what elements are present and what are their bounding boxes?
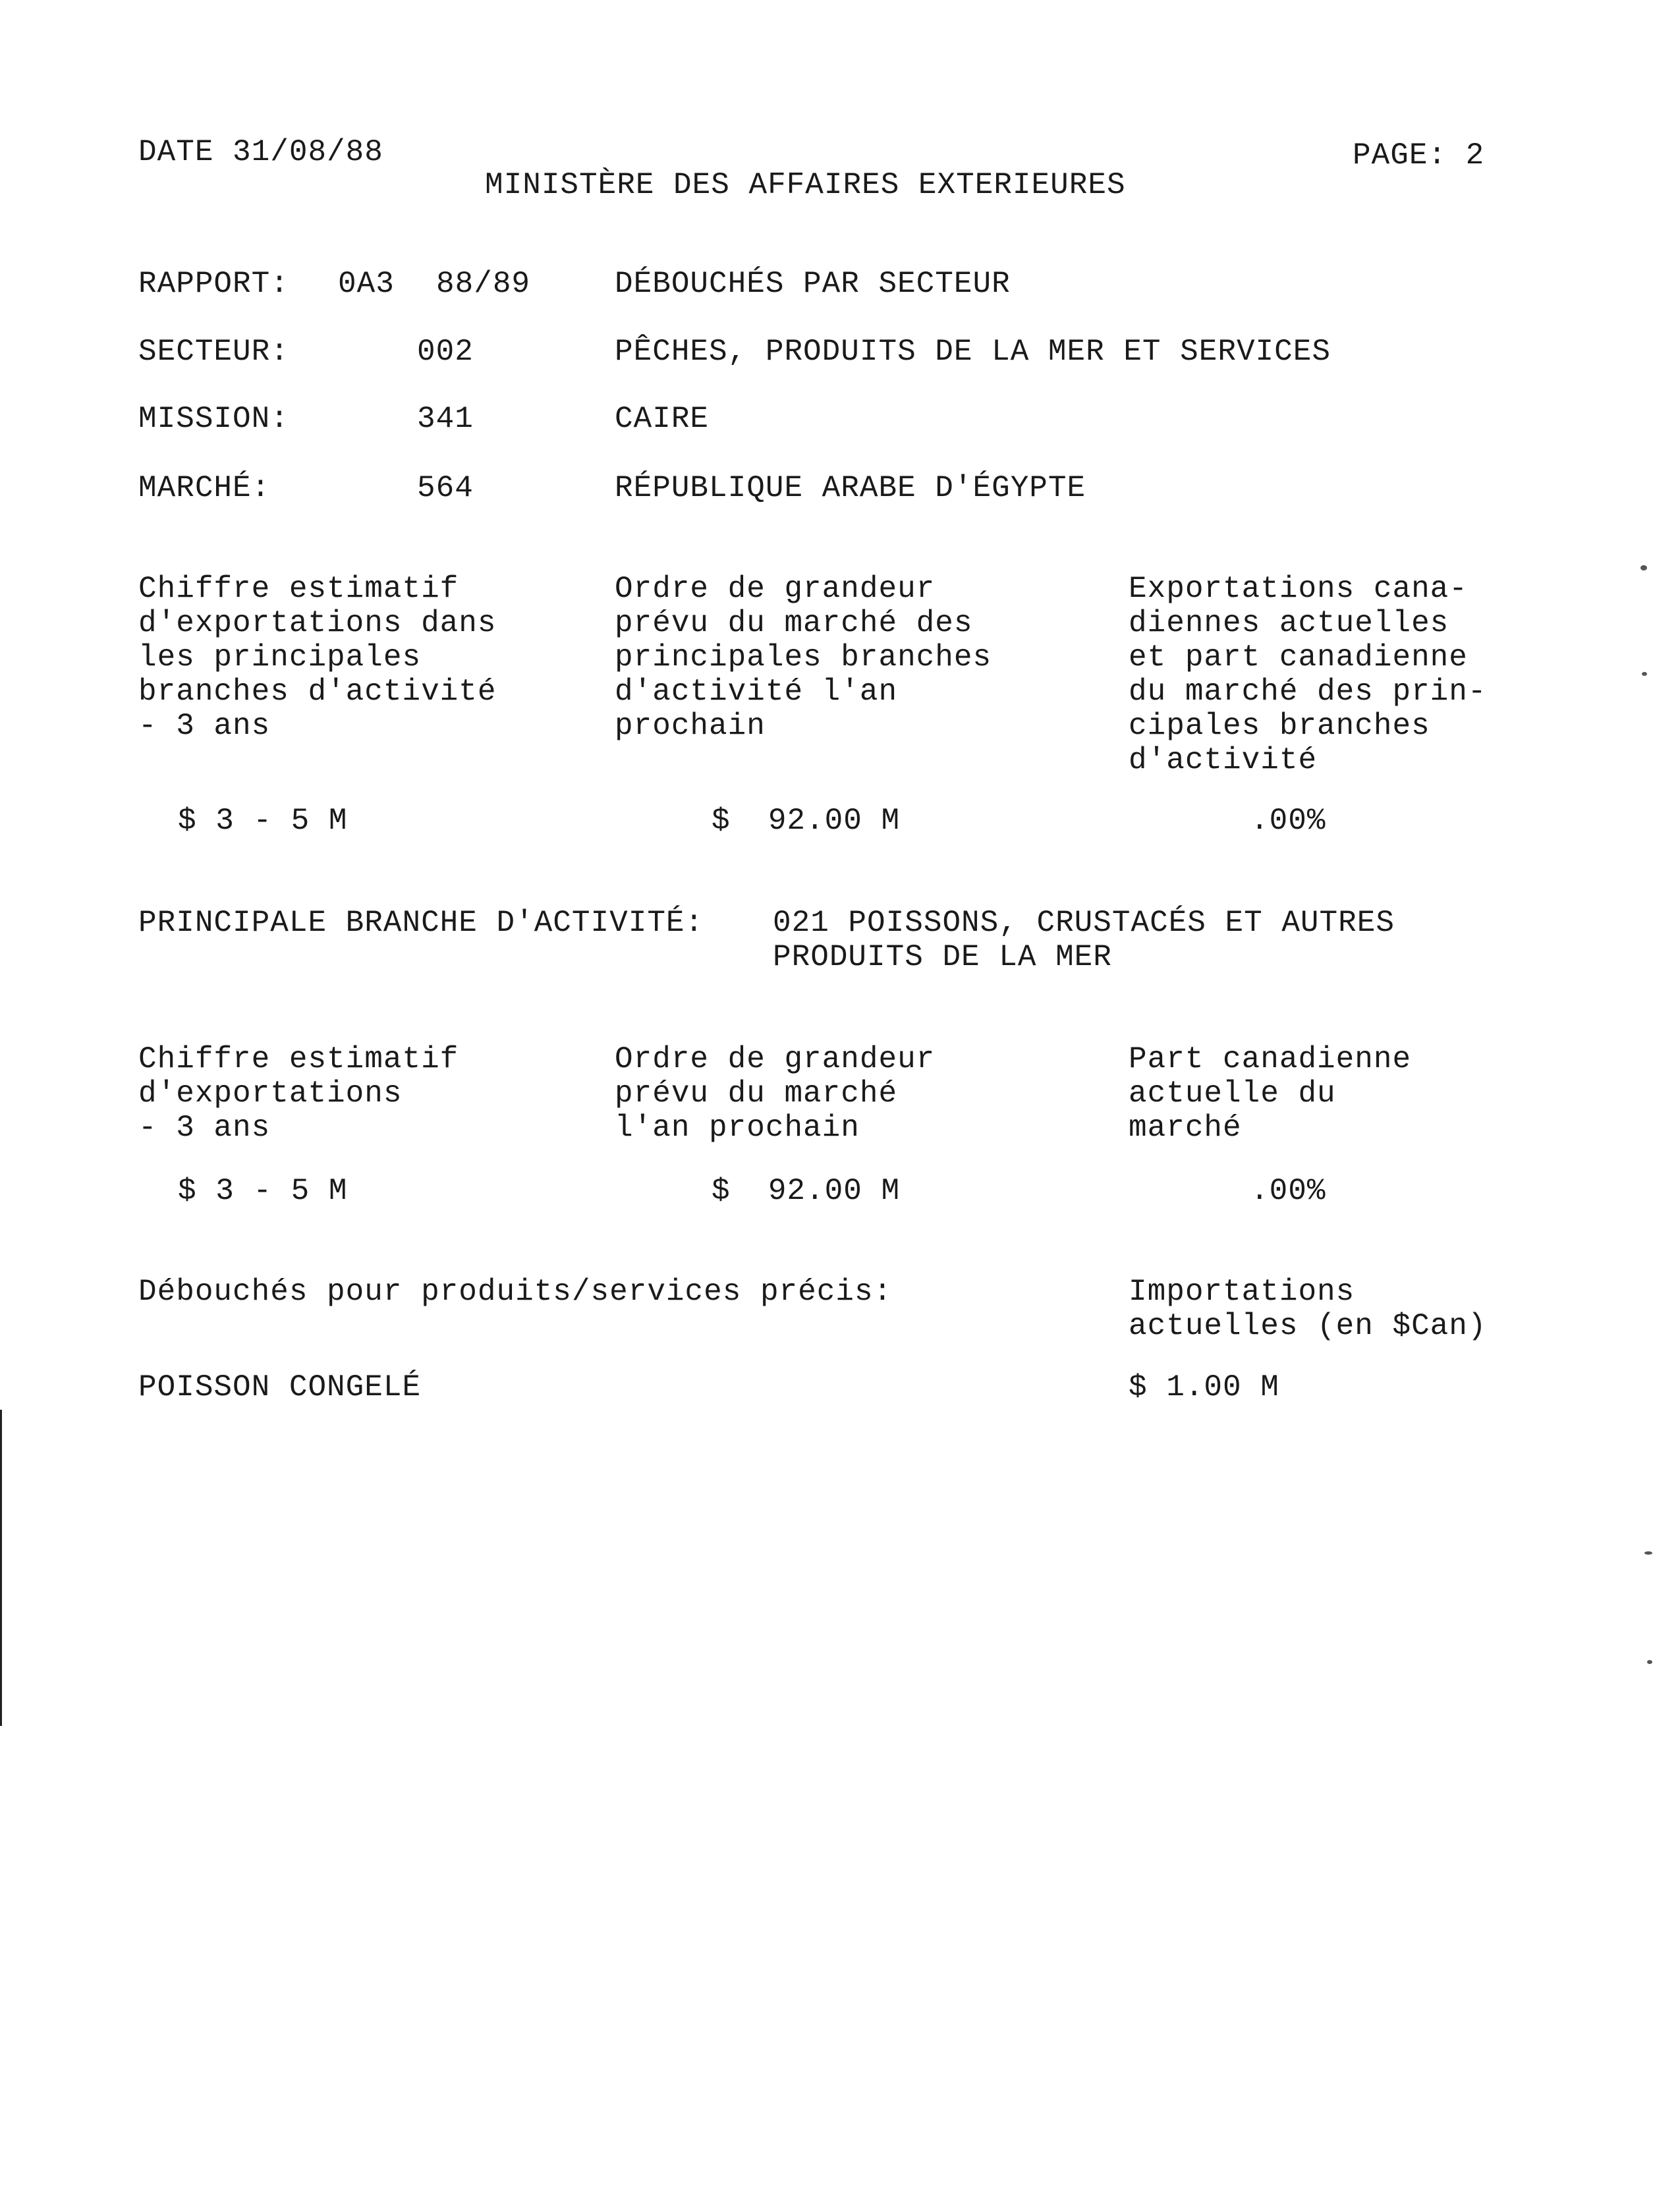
sector-col3-heading: Exportations cana- diennes actuelles et part canadienne du marché des prin- cipales branches d'activité: [1129, 572, 1487, 777]
rapport-label: RAPPORT:: [138, 267, 289, 301]
branch-label: PRINCIPALE BRANCHE D'ACTIVITÉ:: [138, 906, 704, 940]
sector-export-estimate: $ 3 - 5 M: [178, 804, 348, 838]
sector-canadian-share: .00%: [1250, 804, 1326, 838]
branch-name: 021 POISSONS, CRUSTACÉS ET AUTRES PRODUITS DE LA MER: [773, 906, 1395, 974]
scan-speck: [1644, 1551, 1652, 1555]
branch-col3-heading: Part canadienne actuelle du marché: [1129, 1042, 1412, 1145]
marche-label: MARCHÉ:: [138, 471, 271, 505]
sector-col1-heading: Chiffre estimatif d'exportations dans les principales branches d'activité - 3 ans: [138, 572, 497, 743]
mission-name: CAIRE: [615, 402, 710, 436]
rapport-title: DÉBOUCHÉS PAR SECTEUR: [615, 267, 1011, 301]
branch-market-size: $ 92.00 M: [712, 1174, 901, 1208]
ministry-title: MINISTÈRE DES AFFAIRES EXTERIEURES: [485, 168, 1126, 202]
marche-code: 564: [417, 471, 474, 505]
scan-speck: [1647, 1660, 1652, 1664]
mission-code: 341: [417, 402, 474, 436]
products-heading: Débouchés pour produits/services précis:: [138, 1275, 893, 1309]
product-item-name: POISSON CONGELÉ: [138, 1370, 422, 1404]
branch-col1-heading: Chiffre estimatif d'exportations - 3 ans: [138, 1042, 459, 1145]
sector-col2-heading: Ordre de grandeur prévu du marché des principales branches d'activité l'an prochain: [615, 572, 992, 743]
secteur-label: SECTEUR:: [138, 335, 289, 369]
report-date: DATE 31/08/88: [138, 135, 383, 169]
marche-name: RÉPUBLIQUE ARABE D'ÉGYPTE: [615, 471, 1086, 505]
page-number: PAGE: 2: [1353, 138, 1485, 173]
sector-market-size: $ 92.00 M: [712, 804, 901, 838]
rapport-code: 0A3: [338, 267, 395, 301]
branch-col2-heading: Ordre de grandeur prévu du marché l'an prochain: [615, 1042, 936, 1145]
scan-speck: [1640, 565, 1647, 570]
scan-margin-line: [0, 1410, 2, 1726]
branch-canadian-share: .00%: [1250, 1174, 1326, 1208]
scan-speck: [1642, 672, 1647, 676]
rapport-year: 88/89: [436, 267, 531, 301]
imports-heading: Importations actuelles (en $Can): [1129, 1275, 1487, 1343]
branch-export-estimate: $ 3 - 5 M: [178, 1174, 348, 1208]
secteur-name: PÊCHES, PRODUITS DE LA MER ET SERVICES: [615, 335, 1331, 369]
mission-label: MISSION:: [138, 402, 289, 436]
secteur-code: 002: [417, 335, 474, 369]
product-item-imports: $ 1.00 M: [1129, 1370, 1279, 1404]
